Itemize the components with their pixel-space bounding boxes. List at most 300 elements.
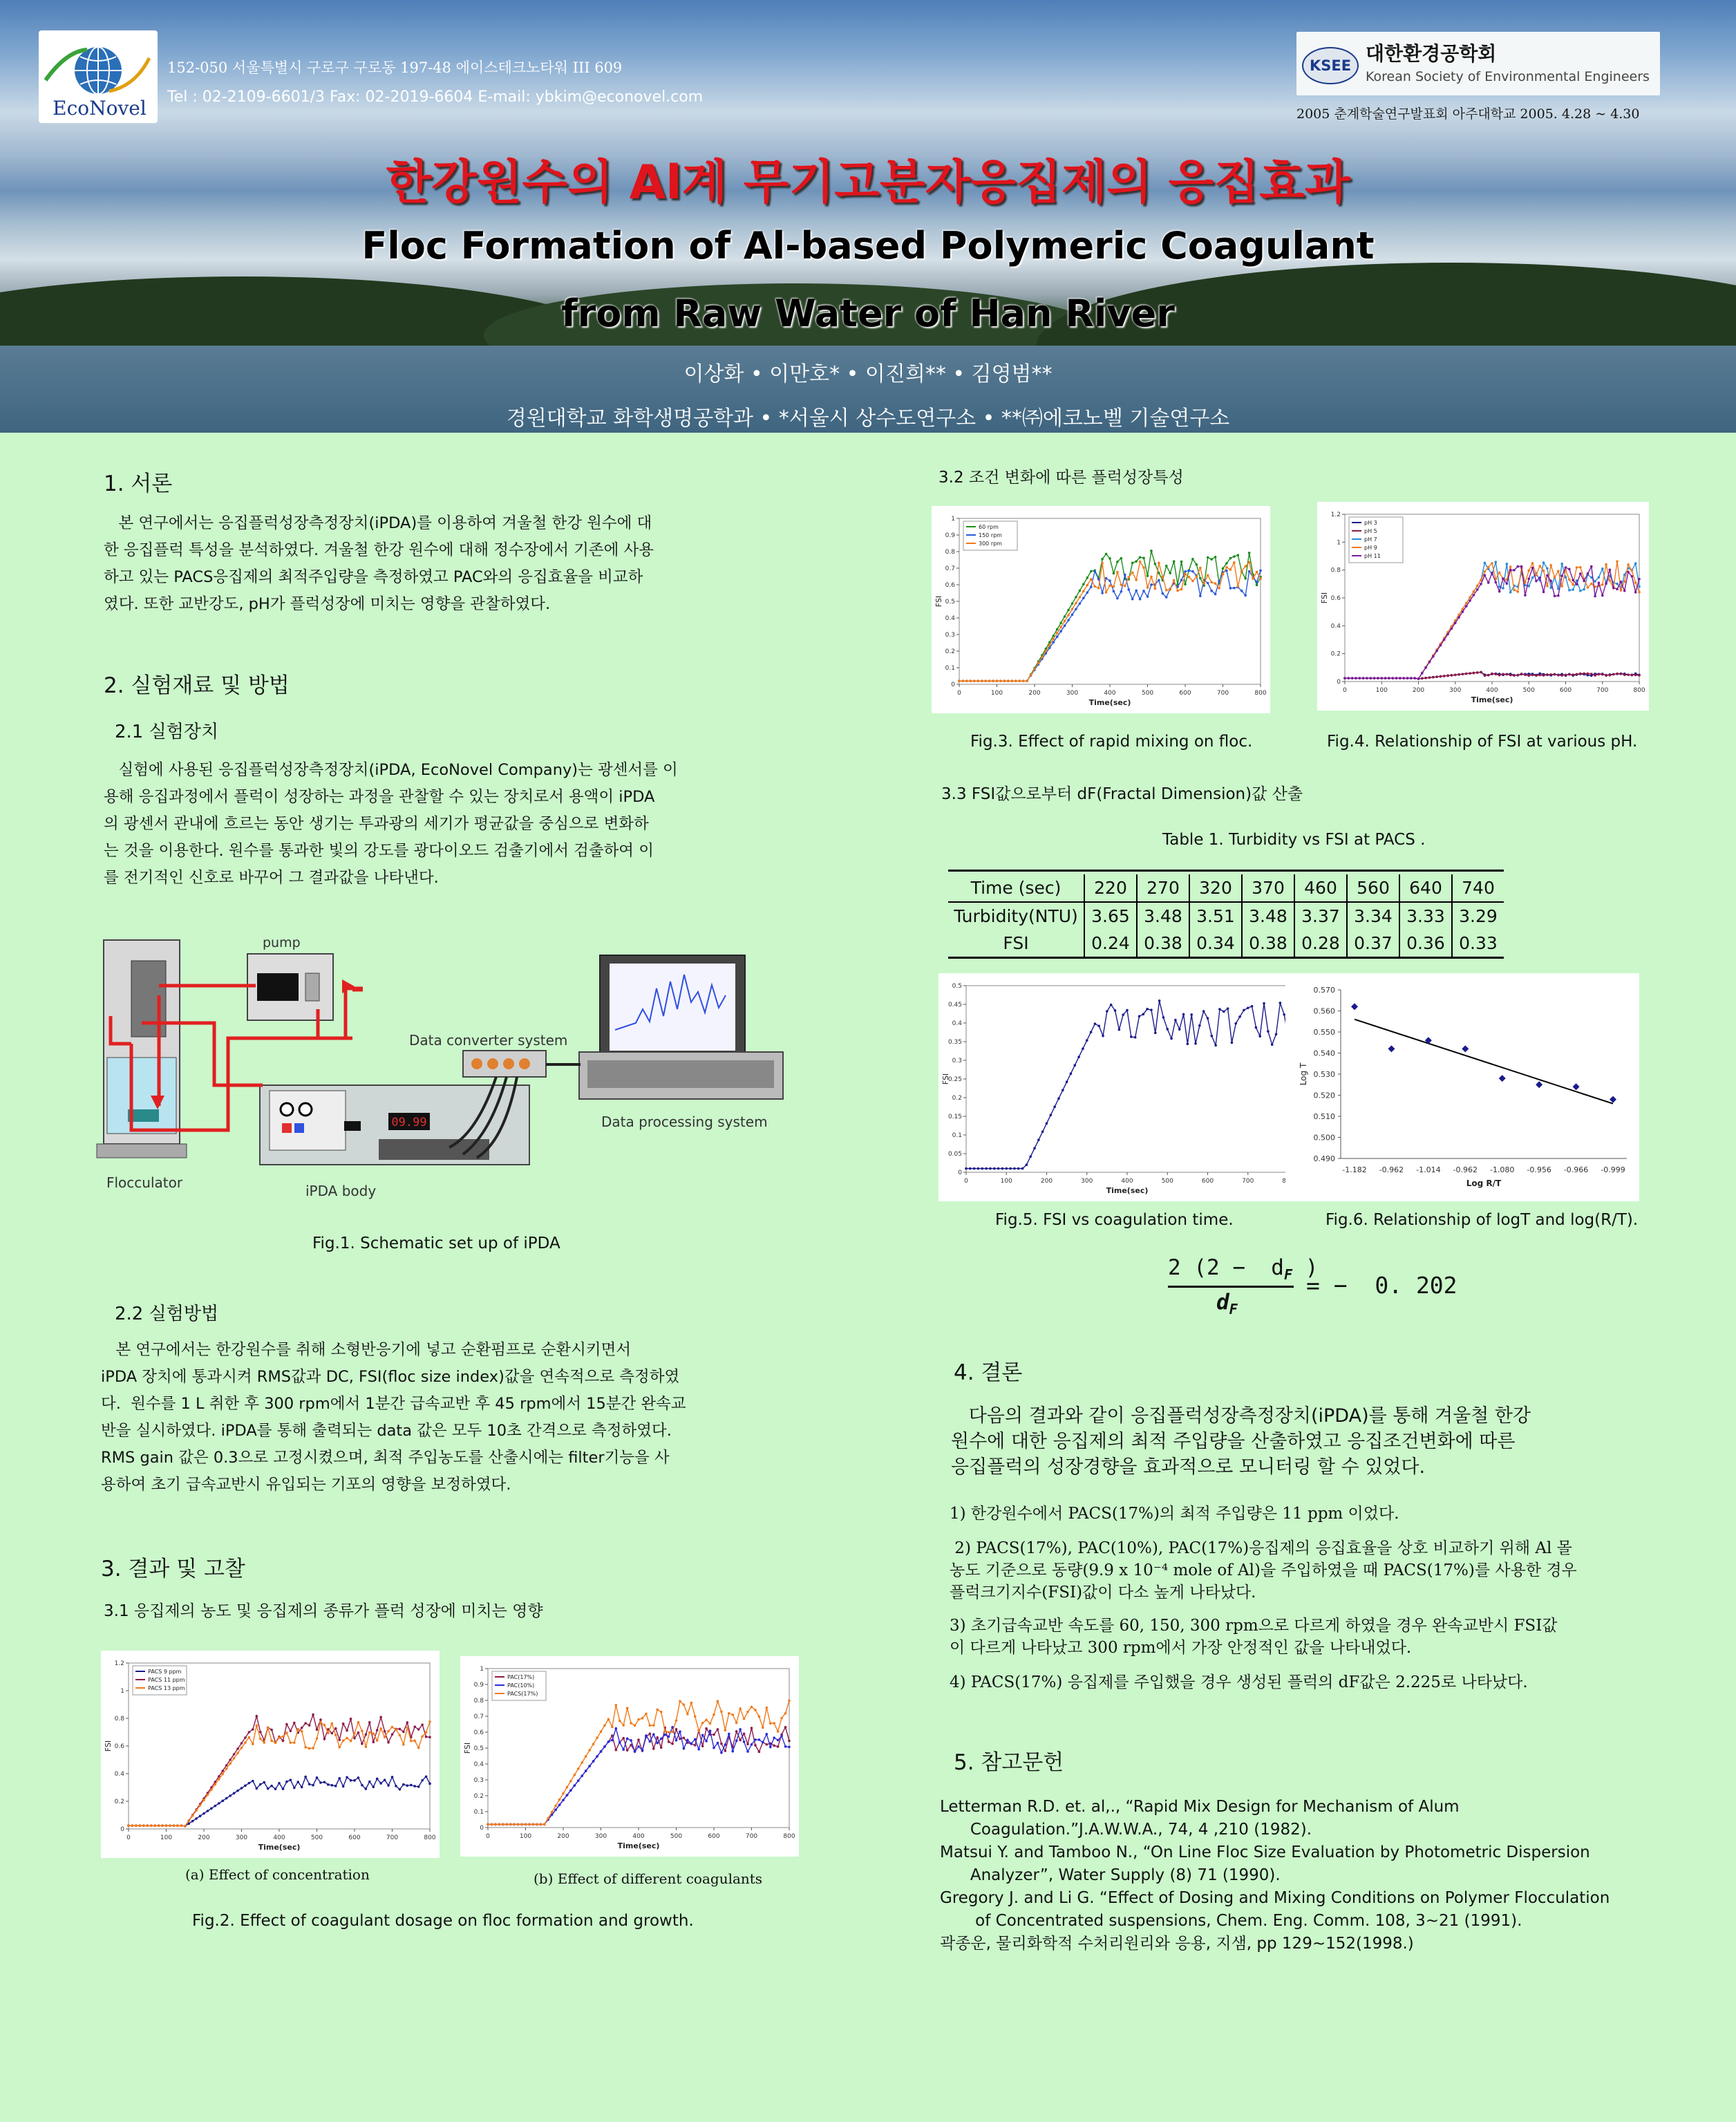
data-point [1605, 563, 1607, 566]
data-point [724, 1729, 727, 1731]
data-point [728, 1712, 730, 1715]
data-point [656, 1736, 659, 1739]
data-point [202, 1799, 205, 1801]
table-cell: 3.65 [1084, 902, 1137, 930]
data-point [1154, 1031, 1157, 1034]
data-point [1251, 1005, 1254, 1008]
data-point [1546, 574, 1549, 577]
data-point [965, 1167, 968, 1170]
data-point [233, 1753, 236, 1756]
data-point [135, 1824, 138, 1827]
data-point [773, 1722, 775, 1725]
data-point [1509, 674, 1512, 677]
data-point [221, 1769, 224, 1772]
data-point [735, 1722, 738, 1725]
data-point [660, 1711, 663, 1713]
data-point [1052, 635, 1055, 637]
data-point [1579, 590, 1582, 592]
data-point [1421, 677, 1424, 680]
data-point [199, 1804, 202, 1807]
data-point [1248, 552, 1251, 554]
equation-numerator [1168, 1255, 1318, 1283]
y-tick-label: 0.6 [114, 1743, 124, 1750]
data-point [240, 1742, 243, 1745]
data-point [1572, 579, 1574, 581]
data-point [1359, 677, 1361, 679]
y-tick-label: 0.8 [1330, 567, 1341, 574]
x-tick-label: 400 [1104, 690, 1116, 697]
data-point [1565, 566, 1567, 569]
data-point [1362, 677, 1365, 679]
data-point [1428, 661, 1431, 664]
data-point [1495, 561, 1498, 563]
data-point [1207, 582, 1209, 585]
data-point [1180, 561, 1183, 563]
data-point [1237, 554, 1240, 556]
data-point [1199, 567, 1202, 570]
data-point [1086, 591, 1089, 594]
data-point [517, 1823, 520, 1826]
fig2a-chart [101, 1651, 440, 1858]
data-point [1623, 590, 1626, 592]
logo-text: EcoNovel [53, 97, 147, 120]
data-point [1638, 674, 1641, 677]
data-point [1127, 588, 1130, 591]
data-point [1417, 677, 1420, 680]
x-axis-label: Time(sec) [1471, 695, 1513, 704]
data-point [1248, 561, 1251, 564]
x-tick-label: 100 [519, 1833, 532, 1840]
data-point [236, 1790, 239, 1792]
data-point [976, 679, 979, 682]
data-point [788, 1740, 791, 1743]
data-point [1395, 677, 1398, 679]
data-point [1199, 594, 1202, 597]
data-point [1598, 582, 1601, 585]
data-point [240, 1787, 243, 1790]
data-point [236, 1752, 239, 1754]
data-point [267, 1727, 270, 1729]
data-point [285, 1723, 288, 1726]
data-point [1263, 1002, 1265, 1005]
data-point [402, 1731, 405, 1734]
y-axis-label: Log T [1299, 1062, 1308, 1086]
data-point [285, 1731, 288, 1734]
data-point [1527, 570, 1530, 572]
data-point [1572, 583, 1574, 586]
trend-line [1355, 1020, 1613, 1104]
data-point [413, 1740, 416, 1743]
data-point [1154, 563, 1157, 565]
data-point [784, 1712, 787, 1715]
y-tick-label: 0.8 [114, 1716, 124, 1722]
data-point [694, 1744, 697, 1747]
y-tick-label: 0.1 [945, 665, 955, 672]
legend-label: pH 9 [1364, 545, 1377, 551]
data-point [645, 1734, 648, 1737]
data-point [1218, 580, 1220, 583]
x-tick-label: 200 [1028, 690, 1041, 697]
data-point [1173, 560, 1176, 563]
data-point [758, 1738, 761, 1741]
data-point [425, 1775, 428, 1778]
data-point [1446, 675, 1449, 677]
data-point [1162, 576, 1164, 579]
data-point [1001, 1167, 1004, 1170]
section-title-intro: 1. 서론 [104, 471, 173, 496]
data-point [585, 1769, 587, 1772]
data-point [425, 1731, 428, 1734]
data-point [1594, 580, 1596, 583]
data-point [996, 679, 999, 682]
data-point [1187, 1042, 1189, 1045]
data-point [1568, 568, 1571, 571]
x-tick-label: 800 [1254, 690, 1267, 697]
data-point [1256, 581, 1258, 583]
data-point [1003, 679, 1006, 682]
data-point [735, 1740, 738, 1743]
data-point [1120, 590, 1123, 593]
x-tick-label: 0 [126, 1834, 131, 1841]
data-point [746, 1743, 749, 1745]
legend-label: 60 rpm [979, 524, 999, 530]
data-point [312, 1784, 314, 1787]
data-point [1638, 585, 1641, 588]
data-point [285, 1781, 288, 1783]
data-point [1188, 576, 1191, 579]
fig3-chart [932, 506, 1270, 713]
data-point [1560, 585, 1563, 588]
table-cell: 3.29 [1452, 902, 1504, 930]
data-point [1554, 595, 1556, 598]
data-point [581, 1774, 583, 1777]
data-point [425, 1736, 428, 1738]
table-row [948, 902, 1504, 930]
data-point [1502, 577, 1504, 580]
data-point [1053, 1105, 1056, 1108]
y-tick-label: 0 [958, 1170, 962, 1176]
data-point [410, 1784, 413, 1787]
data-point [1029, 1155, 1032, 1158]
data-point [1079, 590, 1082, 592]
data-point [1638, 578, 1641, 581]
data-point [1587, 586, 1589, 589]
data-point [372, 1741, 375, 1744]
data-point [1229, 568, 1232, 571]
data-point [1146, 1008, 1149, 1011]
section-title-conclusion: 4. 결론 [954, 1360, 1023, 1385]
data-point [1491, 572, 1493, 574]
data-point [731, 1713, 734, 1716]
y-tick-label: 0.5 [473, 1745, 484, 1752]
data-point [207, 1794, 209, 1796]
table-caption: Table 1. Turbidity vs FSI at PACS . [1162, 831, 1426, 849]
x-tick-label: 800 [783, 1833, 795, 1840]
data-point [690, 1743, 693, 1745]
data-point [973, 679, 976, 682]
y-tick-label: 0.490 [1313, 1154, 1335, 1163]
data-point [675, 1739, 678, 1742]
data-point [1101, 562, 1104, 565]
data-point [1090, 1031, 1093, 1033]
data-point [649, 1740, 652, 1743]
eq-close: ) [1292, 1255, 1319, 1280]
data-point [520, 1823, 523, 1826]
y-tick-label: 0 [1337, 679, 1341, 686]
x-tick-label: -0.966 [1563, 1165, 1589, 1174]
data-point [683, 1736, 686, 1739]
data-point [357, 1731, 360, 1734]
x-tick-label: 0 [957, 690, 961, 697]
y-axis-label: FSI [104, 1740, 113, 1752]
table-cell: 3.33 [1399, 902, 1452, 930]
data-point [634, 1725, 636, 1727]
data-point [1516, 674, 1519, 677]
data-point [218, 1778, 220, 1781]
fractal-equation [1168, 1255, 1457, 1324]
table-row [948, 930, 1504, 957]
data-point [751, 1706, 753, 1709]
data-table [948, 874, 1504, 957]
eq-den: d [1216, 1290, 1229, 1315]
data-point [1082, 1047, 1084, 1050]
data-point [1527, 585, 1530, 588]
data-point [498, 1823, 501, 1826]
data-point [1150, 1008, 1153, 1011]
data-point [146, 1824, 149, 1827]
data-point [1549, 564, 1552, 567]
data-point [1579, 566, 1582, 569]
data-point [1279, 1002, 1282, 1004]
data-point [993, 1167, 996, 1170]
data-point [641, 1749, 644, 1752]
data-point [777, 1745, 780, 1748]
data-point [195, 1817, 198, 1820]
data-point [1627, 673, 1630, 676]
data-point [981, 1167, 984, 1170]
section-title-references: 5. 참고문헌 [954, 1750, 1064, 1775]
data-point [566, 1786, 569, 1789]
legend-label: PACS 11 ppm [148, 1677, 185, 1683]
data-point [316, 1728, 319, 1731]
data-point [1487, 566, 1490, 569]
data-point [342, 1722, 345, 1725]
data-point [709, 1722, 712, 1725]
data-point [428, 1783, 431, 1785]
data-point [338, 1746, 341, 1749]
data-point [1073, 1064, 1076, 1067]
data-point [410, 1740, 413, 1743]
data-point [773, 1736, 775, 1739]
x-tick-label: 100 [1000, 1178, 1012, 1185]
data-point [1064, 615, 1066, 618]
text-line: 였다. 또한 교반강도, pH가 플럭성장에 미치는 영향을 관찰하였다. [104, 595, 551, 613]
data-point [1147, 595, 1149, 598]
data-point [1233, 561, 1236, 564]
data-point [327, 1783, 330, 1786]
data-point [270, 1785, 273, 1787]
data-point [769, 1746, 772, 1749]
data-point [1557, 674, 1560, 677]
data-point [985, 1167, 988, 1170]
legend-label: 300 rpm [979, 541, 1002, 547]
data-point [1052, 638, 1055, 641]
data-point [391, 1733, 394, 1736]
y-tick-label: 0.25 [947, 1076, 962, 1083]
data-point [225, 1797, 228, 1800]
data-point [569, 1789, 572, 1792]
data-point [683, 1747, 686, 1750]
data-point [1059, 621, 1062, 624]
data-point [758, 1716, 761, 1718]
y-tick-label: 0.9 [473, 1682, 484, 1689]
display-readout: 09.99 [391, 1116, 427, 1129]
y-tick-label: 0.15 [947, 1114, 962, 1120]
data-point [1110, 1004, 1113, 1006]
label-converter: Data converter system [409, 1032, 568, 1049]
conclusion-item: 농도 기준으로 동량(9.9 x 10⁻⁴ mole of Al)을 주입하였을 때 PACS(17%)를 사용한 경우 [950, 1561, 1577, 1579]
data-point [244, 1736, 247, 1739]
data-point [562, 1792, 565, 1795]
data-point [1082, 597, 1085, 599]
data-point [773, 1745, 775, 1747]
data-point [233, 1792, 236, 1795]
data-point [293, 1741, 296, 1744]
data-point [1142, 566, 1145, 569]
equation-rhs: = − 0. 202 [1306, 1272, 1457, 1299]
data-point [1037, 1138, 1040, 1141]
data-point [1421, 672, 1424, 675]
data-point [1196, 576, 1198, 579]
data-point [379, 1716, 382, 1718]
data-point [1256, 571, 1258, 574]
data-point [1105, 591, 1108, 594]
data-point [724, 1743, 727, 1746]
data-point [1454, 674, 1457, 677]
data-point [1527, 578, 1530, 581]
data-point [784, 1726, 787, 1729]
data-point [1116, 571, 1119, 574]
data-point [1491, 562, 1493, 565]
y-tick-label: 0.550 [1313, 1028, 1335, 1037]
data-point [1457, 616, 1460, 619]
data-point [1546, 567, 1549, 570]
data-point [361, 1730, 364, 1733]
data-point [376, 1778, 379, 1781]
data-point [417, 1747, 420, 1749]
data-point [1066, 1080, 1068, 1083]
y-tick-label: 0.560 [1313, 1006, 1335, 1016]
data-point [566, 1794, 569, 1796]
data-point [376, 1739, 379, 1742]
data-point [1184, 570, 1187, 573]
data-point [746, 1711, 749, 1713]
x-tick-label: -0.962 [1453, 1165, 1478, 1174]
data-point [1520, 565, 1523, 568]
y-axis-label: FSI [934, 595, 943, 608]
subsection-results-1: 3.1 응집제의 농도 및 응집제의 종류가 플럭 성장에 미치는 영향 [104, 1602, 543, 1620]
authors: 이상화 • 이만호* • 이진희** • 김영범** [683, 362, 1053, 386]
data-point [384, 1730, 386, 1733]
data-point [1462, 1045, 1469, 1052]
data-point [1214, 582, 1217, 585]
data-point [1166, 1028, 1169, 1031]
y-tick-label: 0.510 [1313, 1112, 1335, 1121]
x-tick-label: -0.999 [1601, 1165, 1625, 1174]
data-point [406, 1721, 409, 1724]
data-point [1271, 1043, 1274, 1046]
data-point [1223, 1011, 1225, 1013]
y-tick-label: 0.2 [473, 1793, 484, 1800]
data-point [1502, 673, 1504, 675]
text-line: 용하여 초기 급속교반시 유입되는 기포의 영향을 보정하였다. [101, 1476, 511, 1494]
y-tick-label: 0.9 [945, 532, 955, 539]
data-point [649, 1733, 652, 1736]
data-point [1601, 673, 1604, 676]
data-point [1101, 592, 1104, 594]
data-point [187, 1820, 190, 1823]
data-point [1052, 641, 1055, 644]
data-point [1579, 673, 1582, 675]
data-point [1480, 583, 1482, 585]
y-tick-label: 0.6 [1330, 595, 1341, 602]
conclusion-item: 플럭크기지수(FSI)값이 다소 높게 나타났다. [950, 1584, 1256, 1602]
data-point [428, 1736, 431, 1739]
reference-line: Gregory J. and Li G. “Effect of Dosing and Mixing Conditions on Polymer Flocculation [940, 1889, 1610, 1907]
data-point [256, 1715, 258, 1718]
data-point [1090, 585, 1093, 588]
data-point [1130, 1035, 1133, 1038]
data-point [705, 1719, 708, 1722]
data-point [1248, 570, 1251, 573]
data-point [1451, 674, 1453, 677]
eq-den-sub: F [1229, 1301, 1238, 1318]
table-header-cell: 560 [1347, 874, 1399, 902]
y-tick-label: 0.520 [1313, 1091, 1335, 1100]
data-point [256, 1725, 258, 1727]
data-point [668, 1731, 670, 1734]
data-point [751, 1743, 753, 1746]
data-point [1158, 999, 1161, 1002]
table-cell: 3.37 [1294, 902, 1347, 930]
data-point [202, 1812, 205, 1815]
table-cell: 3.48 [1242, 902, 1294, 930]
data-point [1576, 583, 1578, 586]
data-point [1184, 583, 1187, 585]
fig3-caption: Fig.3. Effect of rapid mixing on floc. [970, 733, 1253, 751]
data-point [1538, 565, 1541, 567]
data-point [1018, 679, 1021, 682]
data-point [1064, 620, 1066, 623]
data-point [1495, 673, 1498, 676]
data-point [301, 1730, 303, 1733]
data-point [1108, 579, 1111, 582]
label-processing: Data processing system [601, 1114, 768, 1130]
data-point [777, 1730, 780, 1733]
data-point [1050, 1114, 1053, 1116]
data-point [1116, 561, 1119, 563]
data-point [1428, 676, 1431, 679]
text-line: 한 응집플럭 특성을 분석하였다. 겨울철 한강 원수에 대해 정수장에서 기존에 사용 [104, 541, 654, 559]
data-point [1142, 1013, 1145, 1016]
ipda-schematic [90, 926, 809, 1203]
data-point [372, 1785, 375, 1788]
table-cell: 0.38 [1242, 930, 1294, 957]
data-point [1343, 677, 1346, 679]
data-point [191, 1814, 194, 1817]
data-point [973, 1167, 976, 1170]
data-point [743, 1732, 746, 1735]
